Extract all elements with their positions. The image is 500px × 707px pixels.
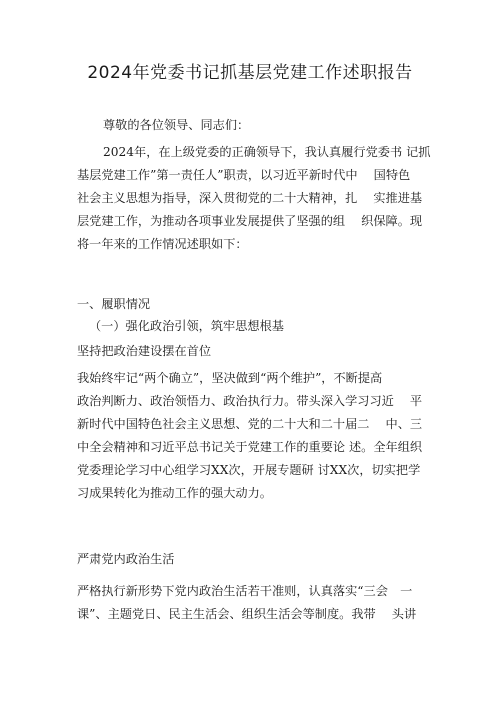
intro-line: 社会主义思想为指导，深入贯彻党的二十大精神，扎 实推进基 [77,191,423,205]
body-line: 严格执行新形势下党内政治生活若干准则，认真落实“三会 一 [77,584,413,598]
intro-line: 层党建工作，为推动各项事业发展提供了坚强的组 织保障。现 [77,214,423,228]
point-title: 严肃党内政治生活 [77,552,175,566]
section-heading: 一、履职情况 [77,297,151,311]
body-line: 新时代中国特色社会主义思想、党的二十大和二十届二 中、三 [77,417,423,431]
body-line: 我始终牢记“两个确立”，坚决做到“两个维护”，不断提高 [77,371,383,385]
body-line: 习成果转化为推动工作的强大动力。 [77,486,272,500]
body-line: 政治判断力、政治领悟力、政治执行力。带头深入学习习近 平 [77,394,423,408]
document-title: 2024年党委书记抓基层党建工作述职报告 [87,63,413,83]
intro-line: 将一年来的工作情况述职如下： [77,237,248,251]
body-line: 党委理论学习中心组学习XX次，开展专题研 讨XX次，切实把学 [77,463,421,477]
point-title: 坚持把政治建设摆在首位 [77,344,212,358]
subsection-heading: （一）强化政治引领，筑牢思想根基 [89,319,284,333]
intro-line: 基层党建工作”第一责任人”职责，以习近平新时代中 国特色 [77,168,411,182]
body-line: 中全会精神和习近平总书记关于党建工作的重要论 述。全年组织 [77,440,423,454]
salutation: 尊敬的各位领导、同志们： [103,118,250,132]
intro-line: 2024年，在上级党委的正确领导下，我认真履行党委书 记抓 [103,145,431,159]
body-line: 课”、主题党日、民主生活会、组织生活会等制度。我带 头讲 [77,607,417,621]
